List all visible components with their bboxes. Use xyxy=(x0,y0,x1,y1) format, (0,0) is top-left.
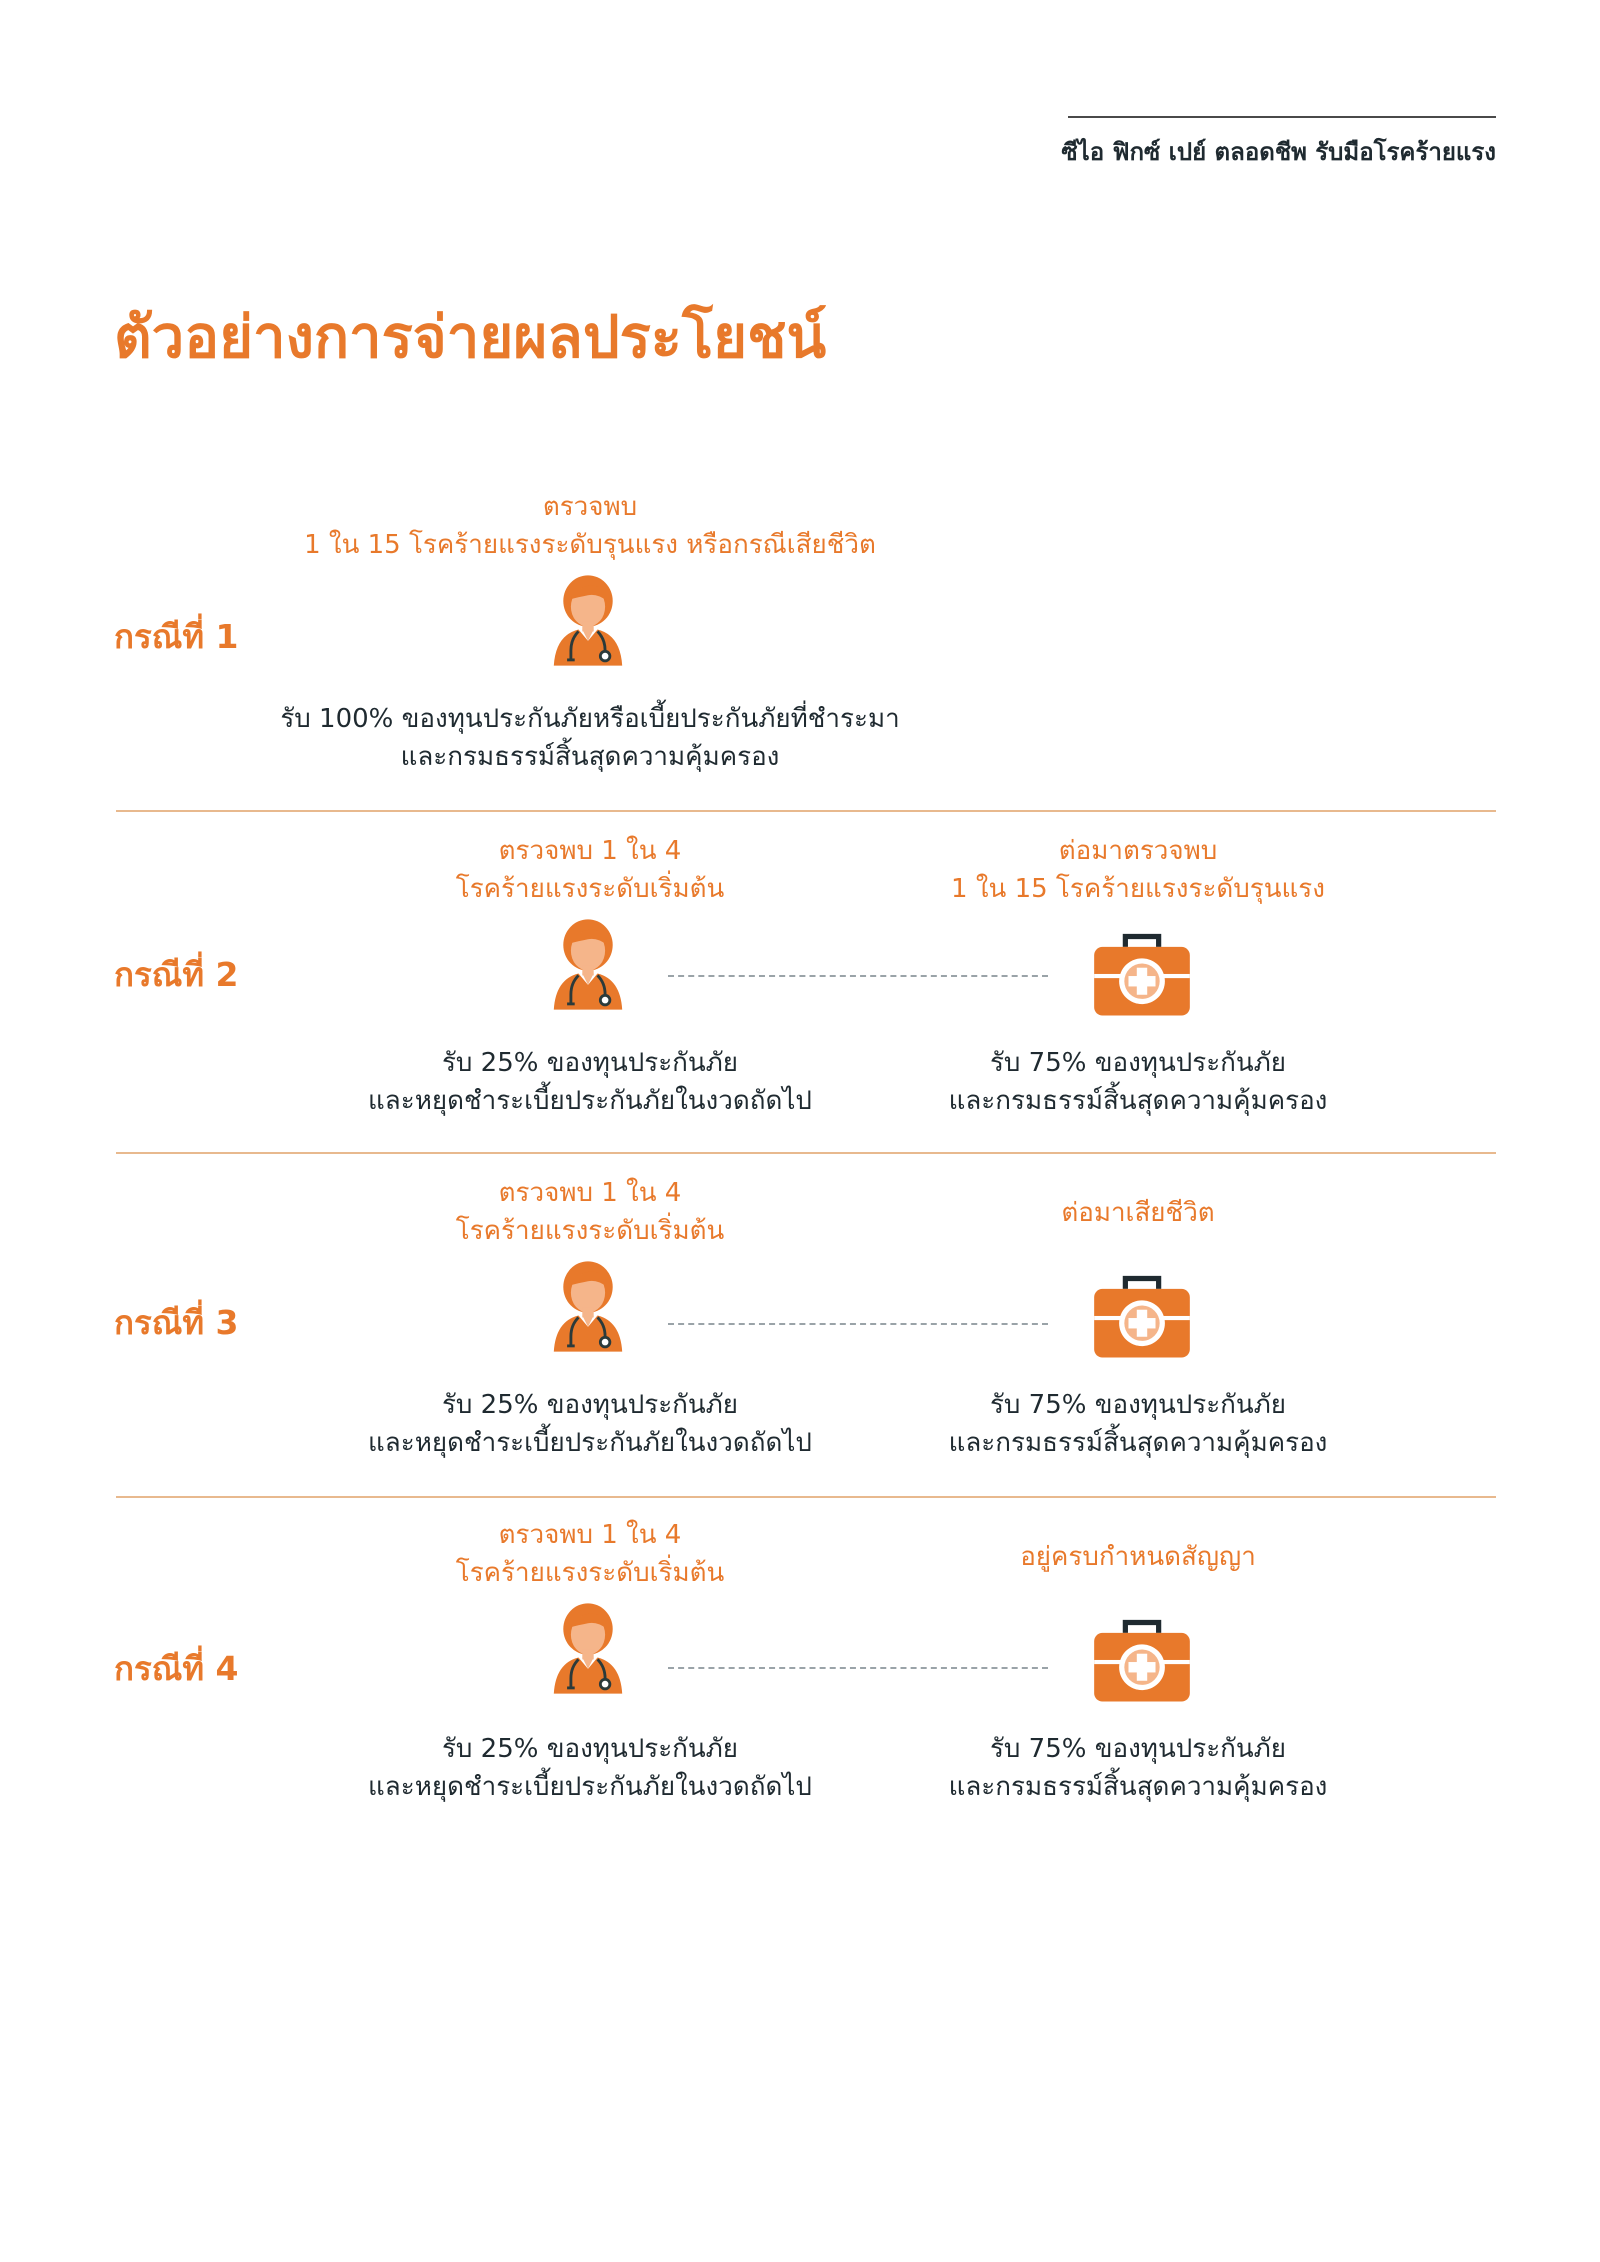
document-header: ซีไอ ฟิกซ์ เปย์ ตลอดชีพ รับมือโรคร้ายแรง xyxy=(1061,138,1496,166)
doctor-icon xyxy=(550,916,626,1012)
case-3-left-bottom-text xyxy=(340,1386,840,1462)
doctor-icon xyxy=(550,1600,626,1696)
medical-kit-icon xyxy=(1090,1270,1194,1364)
case-1-bottom-line1: รับ 100% ของทุนประกันภัยหรือเบี้ยประกันภัยที่ชำระมา xyxy=(280,704,900,734)
case-4-right-top-line1: อยู่ครบกำหนดสัญญา xyxy=(1020,1542,1256,1572)
case-2-left-bottom-text xyxy=(340,1044,840,1120)
case-2-left-top-text xyxy=(340,832,840,908)
case-2-left-bottom-line2: และหยุดชำระเบี้ยประกันภัยในงวดถัดไป xyxy=(368,1086,812,1116)
divider xyxy=(116,1496,1496,1498)
case-3-left-top-line1: ตรวจพบ 1 ใน 4 xyxy=(498,1178,682,1208)
case-4-left-top-line2: โรคร้ายแรงระดับเริ่มต้น xyxy=(455,1558,725,1588)
case-2-left-bottom-line1: รับ 25% ของทุนประกันภัย xyxy=(441,1048,739,1078)
case-3-right-top-text xyxy=(888,1194,1388,1232)
doctor-icon xyxy=(550,572,626,668)
case-1-top-line1: ตรวจพบ xyxy=(542,492,638,522)
medical-kit-icon xyxy=(1090,1614,1194,1708)
case-3-right-bottom-line1: รับ 75% ของทุนประกันภัย xyxy=(989,1390,1287,1420)
case-3-right-top-line1: ต่อมาเสียชีวิต xyxy=(1061,1198,1215,1228)
case-3-right-bottom-text xyxy=(888,1386,1388,1462)
case-4-right-bottom-line1: รับ 75% ของทุนประกันภัย xyxy=(989,1734,1287,1764)
case-4-right-bottom-line2: และกรมธรรม์สิ้นสุดความคุ้มครอง xyxy=(948,1772,1328,1802)
header-rule xyxy=(1068,116,1496,118)
case-4-label: กรณีที่ 4 xyxy=(114,1649,239,1688)
case-1-top-text xyxy=(240,488,940,564)
case-3-right-bottom-line2: และกรมธรรม์สิ้นสุดความคุ้มครอง xyxy=(948,1428,1328,1458)
case-3-left-bottom-line2: และหยุดชำระเบี้ยประกันภัยในงวดถัดไป xyxy=(368,1428,812,1458)
case-4-right-top-text xyxy=(888,1538,1388,1576)
case-2-label: กรณีที่ 2 xyxy=(114,955,239,994)
case-3-left-bottom-line1: รับ 25% ของทุนประกันภัย xyxy=(441,1390,739,1420)
case-2-right-top-text xyxy=(888,832,1388,908)
timeline-dash xyxy=(668,1323,1048,1325)
page-title: ตัวอย่างการจ่ายผลประโยชน์ xyxy=(114,303,827,371)
case-3-left-top-line2: โรคร้ายแรงระดับเริ่มต้น xyxy=(455,1216,725,1246)
case-1-label: กรณีที่ 1 xyxy=(114,617,239,656)
divider xyxy=(116,1152,1496,1154)
case-2-right-bottom-text xyxy=(888,1044,1388,1120)
case-1-bottom-line2: และกรมธรรม์สิ้นสุดความคุ้มครอง xyxy=(400,742,780,772)
case-1-top-line2: 1 ใน 15 โรคร้ายแรงระดับรุนแรง หรือกรณีเสียชีวิต xyxy=(304,530,876,560)
case-3-label: กรณีที่ 3 xyxy=(114,1303,239,1342)
doctor-icon xyxy=(550,1258,626,1354)
case-1-bottom-text xyxy=(240,700,940,776)
case-2-right-top-line1: ต่อมาตรวจพบ xyxy=(1058,836,1218,866)
case-4-left-bottom-text xyxy=(340,1730,840,1806)
case-4-left-bottom-line1: รับ 25% ของทุนประกันภัย xyxy=(441,1734,739,1764)
case-2-right-top-line2: 1 ใน 15 โรคร้ายแรงระดับรุนแรง xyxy=(951,874,1325,904)
case-2-right-bottom-line2: และกรมธรรม์สิ้นสุดความคุ้มครอง xyxy=(948,1086,1328,1116)
divider xyxy=(116,810,1496,812)
case-4-left-top-line1: ตรวจพบ 1 ใน 4 xyxy=(498,1520,682,1550)
case-2-left-top-line1: ตรวจพบ 1 ใน 4 xyxy=(498,836,682,866)
medical-kit-icon xyxy=(1090,928,1194,1022)
case-4-left-top-text xyxy=(340,1516,840,1592)
case-3-left-top-text xyxy=(340,1174,840,1250)
case-2-right-bottom-line1: รับ 75% ของทุนประกันภัย xyxy=(989,1048,1287,1078)
timeline-dash xyxy=(668,975,1048,977)
timeline-dash xyxy=(668,1667,1048,1669)
case-2-left-top-line2: โรคร้ายแรงระดับเริ่มต้น xyxy=(455,874,725,904)
case-4-left-bottom-line2: และหยุดชำระเบี้ยประกันภัยในงวดถัดไป xyxy=(368,1772,812,1802)
case-4-right-bottom-text xyxy=(888,1730,1388,1806)
